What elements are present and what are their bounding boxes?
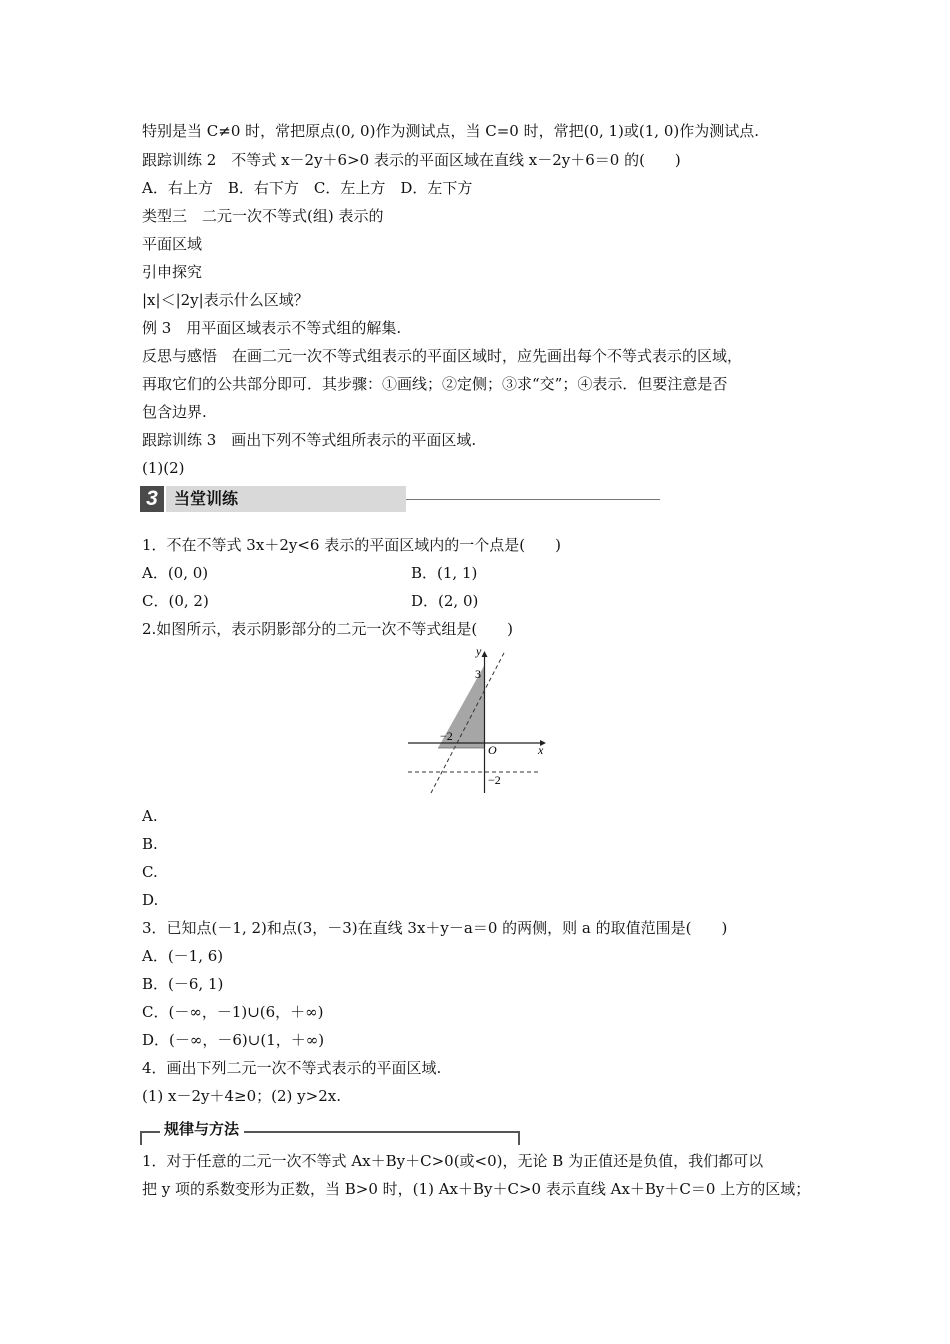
text-line: 把 y 项的系数变形为正数，当 B>0 时，(1) Ax＋By＋C>0 表示直线 Ax＋By＋C＝0 上方的区域； — [142, 1180, 811, 1198]
text-line: 例 3 用平面区域表示不等式组的解集. — [142, 319, 402, 337]
method-title: 规律与方法 — [164, 1120, 240, 1138]
text-line: 引申探究 — [142, 263, 203, 281]
question-stem: 2.如图所示，表示阴影部分的二元一次不等式组是( ) — [142, 620, 514, 638]
question-stem: 1．不在不等式 3x＋2y<6 表示的平面区域内的一个点是( ) — [142, 536, 561, 554]
y-axis-label: y — [476, 644, 482, 658]
choice-d: D．(－∞，－6)∪(1，＋∞) — [142, 1031, 325, 1049]
question-stem: 3．已知点(－1, 2)和点(3，－3)在直线 3x＋y－a＝0 的两侧，则 a 的取值范围是( ) — [142, 919, 728, 937]
method-header — [140, 1120, 520, 1143]
x-intercept-label: −2 — [440, 729, 453, 743]
text-line: 1．对于任意的二元一次不等式 Ax＋By＋C>0(或<0)，无论 B 为正值还是负值，我们都可以 — [142, 1152, 764, 1170]
text-line: 特别是当 C≠0 时，常把原点(0, 0)作为测试点，当 C=0 时，常把(0, 1)或(1, 0)作为测试点. — [142, 122, 760, 140]
divider — [244, 1131, 520, 1133]
text-line: A．右上方 B．右下方 C．左上方 D．左下方 — [142, 179, 473, 197]
choice-a: A．(－1, 6) — [142, 947, 224, 965]
choice-b: B．(1, 1) — [411, 564, 478, 582]
inequality-figure — [400, 643, 560, 798]
choice-c: C．(0, 2) — [142, 592, 209, 610]
divider — [140, 1131, 142, 1145]
text-line: 跟踪训练 2 不等式 x－2y＋6>0 表示的平面区域在直线 x－2y＋6＝0 的( ) — [142, 151, 681, 169]
choice-a: A. — [142, 807, 158, 825]
y-axis-arrow — [482, 651, 488, 657]
text-line: (1)(2) — [142, 459, 185, 477]
choice-c: C. — [142, 863, 158, 881]
text-line: 再取它们的公共部分即可．其步骤：①画线；②定侧；③求“交”；④表示．但要注意是否 — [142, 375, 728, 393]
choice-b: B. — [142, 835, 158, 853]
section-heading: 类型三 二元一次不等式(组) 表示的 — [142, 207, 384, 225]
choice-a: A．(0, 0) — [142, 564, 209, 582]
divider — [140, 1131, 160, 1133]
y-intercept-label: 3 — [475, 667, 481, 681]
x-axis-label: x — [538, 743, 544, 757]
y-negative-label: −2 — [488, 773, 501, 787]
question-parts: (1) x－2y＋4≥0；(2) y>2x. — [142, 1087, 341, 1105]
text-line: 跟踪训练 3 画出下列不等式组所表示的平面区域. — [142, 431, 477, 449]
text-line: 包含边界. — [142, 403, 207, 421]
section-heading: 平面区域 — [142, 235, 203, 253]
section-title: 当堂训练 — [166, 486, 406, 512]
divider — [406, 499, 660, 500]
choice-d: D. — [142, 891, 159, 909]
divider — [518, 1131, 520, 1145]
question-stem: 4．画出下列二元一次不等式表示的平面区域. — [142, 1059, 442, 1077]
choice-b: B．(－6, 1) — [142, 975, 224, 993]
section-number: 3 — [140, 486, 164, 512]
section-banner — [140, 484, 520, 512]
choice-d: D．(2, 0) — [411, 592, 479, 610]
choice-c: C．(－∞，－1)∪(6，＋∞) — [142, 1003, 324, 1021]
text-line: |x|＜|2y|表示什么区域？ — [142, 291, 309, 309]
text-line: 反思与感悟 在画二元一次不等式组表示的平面区域时，应先画出每个不等式表示的区域， — [142, 347, 743, 365]
origin-label: O — [488, 743, 497, 757]
